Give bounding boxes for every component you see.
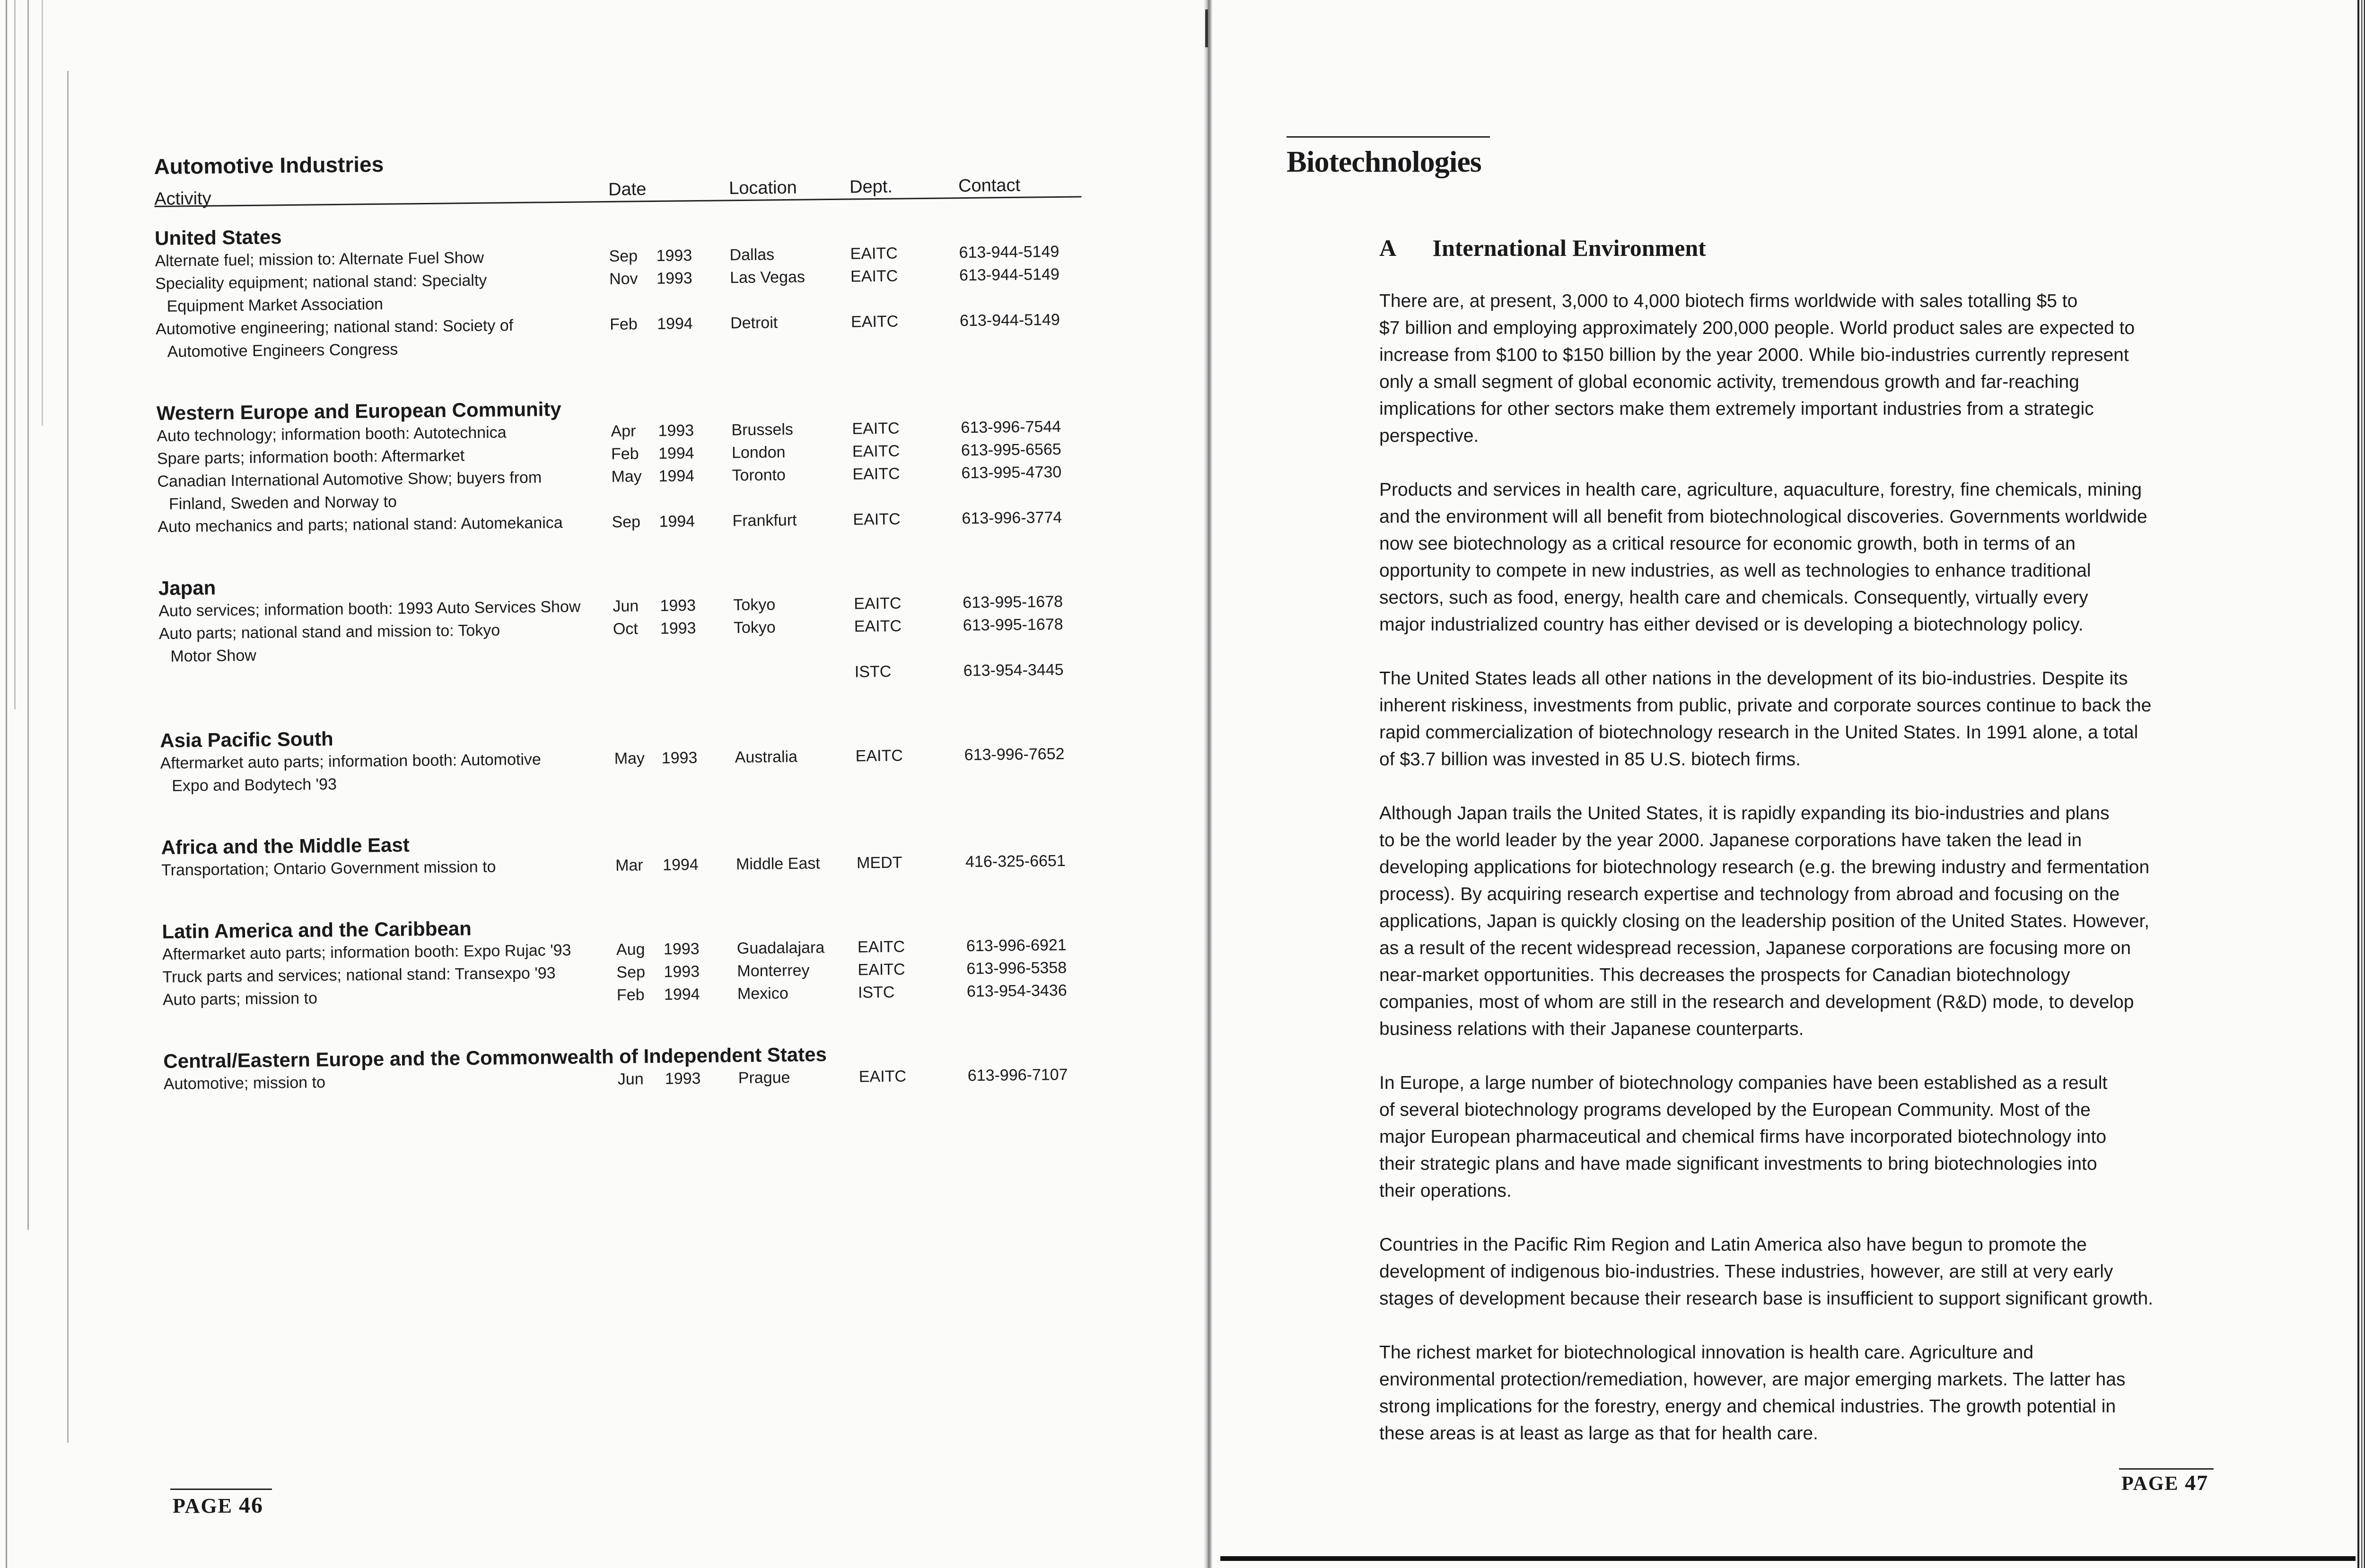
paragraph [1379, 1339, 2202, 1447]
scan-edge-bottom [1220, 1556, 2356, 1561]
text-line: Products and services in health care, agriculture, aquaculture, forestry, fine chemicals, mining [1379, 480, 2142, 500]
date-month: Nov [609, 270, 638, 288]
text-line: inherent riskiness, investments from public, private and corporate sources continue to back the [1379, 695, 2152, 716]
table-row [156, 308, 1083, 363]
date-month: May [614, 749, 645, 768]
section-title: Japan [158, 576, 216, 599]
section-heading [1379, 234, 1706, 262]
column-header-location: Location [728, 177, 797, 199]
paragraph [1379, 1231, 2202, 1312]
text-line: as a result of the recent widespread recession, Japanese corporations are focusing more on [1379, 938, 2131, 958]
table-section [162, 911, 1090, 1011]
date-month: May [611, 467, 642, 486]
text-line: development of indigenous bio-industries. These industries, however, are still at very early [1379, 1261, 2113, 1282]
text-line: these areas is at least as large as that for health care. [1379, 1423, 1818, 1444]
activity-text: Auto technology; information booth: Autotechnica [157, 423, 507, 445]
section-title: United States [154, 226, 282, 249]
location-cell: Detroit [730, 314, 778, 333]
activity-cell [163, 984, 617, 1011]
chapter-title: Biotechnologies [1287, 145, 1481, 178]
text-line: $7 billion and employing approximately 200,000 people. World product sales are expected to [1379, 318, 2135, 338]
contact-cell: 613-996-3774 [962, 508, 1062, 528]
text-line: rapid commercialization of biotechnology research in the United States. In 1991 alone, a total [1379, 722, 2138, 743]
activity-text: Truck parts and services; national stand: Transexpo '93 [162, 964, 556, 986]
text-line: near-market opportunities. This decreases the prospects for Canadian biotechnology [1379, 965, 2070, 985]
activity-cell [155, 268, 610, 318]
dept-cell: EAITC [850, 312, 899, 331]
activity-text: Alternate fuel; mission to: Alternate Fuel Show [155, 248, 484, 270]
location-cell: Tokyo [733, 618, 776, 637]
activity-text: Auto parts; national stand and mission to: Tokyo [158, 621, 500, 643]
text-line: sectors, such as food, energy, health care and chemicals. Consequently, virtually every [1379, 587, 2088, 608]
date-month: Jun [617, 1070, 644, 1088]
location-cell: Australia [735, 747, 798, 767]
contact-cell: 613-995-1678 [963, 592, 1063, 612]
page-number: 46 [238, 1493, 263, 1518]
column-header-dept: Dept. [849, 176, 893, 197]
text-line: and the environment will all benefit from biotechnological discoveries. Governments worldwide [1379, 507, 2147, 527]
date-month: Oct [613, 620, 638, 638]
date-year: 1993 [661, 749, 698, 767]
date-month: Feb [616, 986, 645, 1004]
dept-cell: EAITC [854, 594, 902, 613]
text-line: now see biotechnology as a critical resource for economic growth, both in terms of an [1379, 534, 2076, 554]
activity-continuation: Equipment Market Association [166, 295, 384, 315]
page-number-rule [170, 1489, 272, 1490]
date-year: 1994 [659, 512, 695, 531]
text-line: The richest market for biotechnological innovation is health care. Agriculture and [1379, 1342, 2034, 1363]
text-line: implications for other sectors make them extremely important industries from a strategic [1379, 399, 2094, 419]
dept-cell: EAITC [858, 1067, 907, 1086]
left-page [154, 132, 1114, 1514]
page-number: 47 [2185, 1471, 2209, 1495]
section-title: Central/Eastern Europe and the Commonwealth of Independent States [163, 1043, 827, 1072]
text-line: process). By acquiring research expertise and technology from abroad and focusing on the [1379, 884, 2120, 904]
activity-cell [164, 1068, 618, 1095]
book-gutter [1204, 0, 1212, 1568]
contact-cell: 613-996-6921 [966, 936, 1067, 955]
date-month: Apr [611, 422, 636, 440]
location-cell: Guadalajara [736, 938, 825, 958]
dept-cell: EAITC [850, 267, 898, 286]
dept-cell: EAITC [858, 960, 905, 979]
contact-cell: 613-995-1678 [963, 615, 1063, 635]
page-title: Automotive Industries [154, 151, 384, 179]
activity-cell [157, 465, 612, 516]
paragraph [1379, 1069, 2202, 1204]
date-month: Sep [612, 513, 641, 531]
location-cell: Prague [738, 1069, 790, 1087]
location-cell: Dallas [729, 245, 775, 264]
title-rule [1287, 136, 1490, 138]
location-cell: Frankfurt [732, 511, 797, 530]
dept-cell: EAITC [853, 510, 901, 529]
contact-cell: 613-954-3445 [963, 660, 1064, 680]
dept-cell: EAITC [855, 746, 903, 765]
dept-cell: EAITC [852, 442, 900, 461]
text-line: applications, Japan is quickly closing on the leadership position of the United States. However, [1379, 911, 2150, 931]
location-cell: Monterrey [737, 961, 810, 981]
dept-cell: EAITC [852, 464, 900, 483]
page-label: PAGE [173, 1494, 233, 1517]
text-line: of $3.7 billion was invested in 85 U.S. biotech firms. [1379, 749, 1801, 770]
activity-continuation: Expo and Bodytech '93 [172, 775, 337, 795]
page-number-right [2121, 1470, 2208, 1495]
contact-cell: 613-996-7652 [964, 745, 1065, 764]
activity-text: Automotive; mission to [163, 1073, 326, 1093]
text-line: their strategic plans and have made significant investments to bring biotechnologies into [1379, 1154, 2097, 1174]
activity-text: Speciality equipment; national stand: Specialty [155, 271, 487, 293]
table-section [157, 392, 1085, 538]
column-header-date: Date [608, 179, 647, 200]
activity-cell [160, 747, 615, 797]
paragraph [1379, 665, 2202, 773]
location-cell: London [731, 443, 786, 462]
text-line: The United States leads all other nations in the development of its bio-industries. Despite its [1379, 668, 2128, 689]
dept-cell: ISTC [854, 662, 892, 681]
date-month: Sep [616, 963, 646, 981]
text-line: business relations with their Japanese counterparts. [1379, 1019, 1804, 1039]
dept-cell: MEDT [856, 853, 902, 872]
contact-cell: 613-944-5149 [959, 242, 1060, 262]
activity-continuation: Finland, Sweden and Norway to [168, 492, 397, 513]
table-section [163, 1040, 1091, 1095]
text-line: major European pharmaceutical and chemical firms have incorporated biotechnology into [1379, 1127, 2107, 1147]
activity-text: Automotive engineering; national stand: Society of [155, 316, 514, 338]
events-table [155, 217, 1091, 1134]
activity-cell [159, 663, 613, 691]
section-letter: A [1379, 235, 1397, 261]
paragraph [1379, 476, 2202, 638]
activity-text: Auto parts; mission to [162, 989, 318, 1009]
activity-cell [158, 511, 612, 538]
activity-cell [156, 313, 610, 363]
dept-cell: EAITC [852, 419, 900, 438]
location-cell: Toronto [732, 466, 786, 485]
contact-cell: 613-944-5149 [959, 310, 1060, 330]
text-line: of several biotechnology programs developed by the European Community. Most of the [1379, 1100, 2091, 1120]
date-month: Sep [609, 247, 638, 265]
activity-continuation: Motor Show [170, 646, 256, 666]
activity-text: Aftermarket auto parts; information booth: Automotive [160, 750, 541, 772]
date-year: 1993 [663, 940, 700, 958]
text-line: companies, most of whom are still in the research and development (R&D) mode, to develop [1379, 992, 2134, 1012]
location-cell: Middle East [736, 854, 820, 874]
date-month: Aug [616, 940, 645, 959]
right-page [1268, 128, 2346, 1499]
date-month: Mar [615, 856, 643, 875]
date-month: Feb [611, 445, 639, 463]
location-cell: Las Vegas [729, 268, 806, 287]
dept-cell: EAITC [854, 617, 902, 636]
text-line: only a small segment of global economic activity, tremendous growth and far-reaching [1379, 372, 2079, 392]
section-title: Asia Pacific South [160, 727, 333, 752]
page-label: PAGE [2121, 1473, 2179, 1495]
text-line: increase from $100 to $150 billion by the year 2000. While bio-industries currently represent [1379, 345, 2129, 365]
text-line: perspective. [1379, 426, 1479, 446]
text-line: stages of development because their research base is insufficient to support significant growth. [1379, 1288, 2154, 1309]
text-line: environmental protection/remediation, however, are major emerging markets. The latter has [1379, 1369, 2126, 1390]
table-row [160, 742, 1088, 797]
text-line: Countries in the Pacific Rim Region and Latin America also have begun to promote the [1379, 1235, 2087, 1255]
location-cell: Tokyo [733, 596, 776, 614]
section-title: Africa and the Middle East [161, 833, 410, 858]
table-section [158, 567, 1086, 691]
activity-text: Auto mechanics and parts; national stand: Automekanica [158, 513, 563, 536]
table-section [160, 719, 1087, 797]
date-year: 1993 [656, 269, 692, 288]
text-line: In Europe, a large number of biotechnology companies have been established as a result [1379, 1073, 2108, 1093]
dept-cell: EAITC [857, 937, 905, 956]
date-year: 1993 [664, 963, 700, 981]
page-number-rule [2119, 1468, 2214, 1470]
activity-cell [159, 618, 613, 668]
contact-cell: 416-325-6651 [965, 851, 1066, 871]
column-header-activity: Activity [154, 188, 211, 209]
paragraph [1379, 288, 2202, 449]
contact-cell: 613-995-4730 [961, 463, 1062, 482]
date-year: 1994 [662, 856, 699, 874]
date-month: Feb [609, 315, 638, 333]
table-section [161, 826, 1088, 882]
section-title: Latin America and the Caribbean [162, 917, 472, 943]
dept-cell: ISTC [858, 983, 895, 1002]
text-line: Although Japan trails the United States, it is rapidly expanding its bio-industries and plans [1379, 803, 2110, 823]
location-cell: Mexico [737, 984, 788, 1003]
scan-edge-right [2357, 0, 2365, 1568]
dept-cell: EAITC [850, 244, 898, 263]
activity-text: Spare parts; information booth: Aftermarket [157, 447, 465, 468]
text-line: their operations. [1379, 1181, 1512, 1201]
body-text [1379, 288, 2202, 1474]
location-cell: Brussels [731, 420, 794, 439]
section-title: International Environment [1432, 235, 1706, 261]
date-year: 1993 [656, 246, 692, 265]
date-year: 1993 [665, 1069, 701, 1088]
date-month: Jun [613, 597, 639, 615]
date-year: 1993 [660, 596, 696, 615]
contact-cell: 613-996-5358 [966, 958, 1067, 978]
contact-cell: 613-944-5149 [959, 265, 1060, 285]
text-line: There are, at present, 3,000 to 4,000 biotech firms worldwide with sales totalling $5 to [1379, 291, 2078, 311]
paragraph [1379, 800, 2202, 1042]
date-year: 1994 [657, 315, 693, 333]
contact-cell: 613-995-6565 [961, 440, 1061, 460]
scan-edge-left [0, 0, 71, 1568]
activity-text: Aftermarket auto parts; information booth: Expo Rujac '93 [162, 941, 571, 964]
text-line: strong implications for the forestry, energy and chemical industries. The growth potential in [1379, 1396, 2116, 1417]
table-section [155, 217, 1083, 363]
activity-text: Auto services; information booth: 1993 Auto Services Show [158, 597, 581, 620]
date-year: 1994 [664, 985, 700, 1004]
contact-cell: 613-996-7107 [967, 1065, 1068, 1085]
date-year: 1994 [658, 467, 695, 485]
date-year: 1993 [660, 619, 696, 638]
contact-cell: 613-954-3436 [966, 981, 1067, 1001]
date-year: 1993 [658, 421, 694, 440]
date-year: 1994 [658, 444, 694, 463]
activity-text: Canadian International Automotive Show; buyers from [157, 468, 542, 491]
activity-continuation: Automotive Engineers Congress [167, 340, 398, 361]
text-line: to be the world leader by the year 2000. Japanese corporations have taken the lead in [1379, 830, 2082, 850]
text-line: major industrialized country has either devised or is developing a biotechnology policy. [1379, 614, 2084, 635]
text-line: developing applications for biotechnology research (e.g. the brewing industry and fermentation [1379, 857, 2150, 877]
activity-cell [161, 854, 615, 882]
section-title: Western Europe and European Community [156, 398, 561, 424]
gutter-mark [1205, 9, 1208, 47]
text-line: opportunity to compete in new industries, as well as technologies to enhance traditional [1379, 561, 2091, 581]
contact-cell: 613-996-7544 [961, 417, 1061, 437]
activity-text: Transportation; Ontario Government mission to [161, 858, 496, 879]
page-number-left [173, 1492, 263, 1518]
column-header-contact: Contact [958, 175, 1021, 196]
